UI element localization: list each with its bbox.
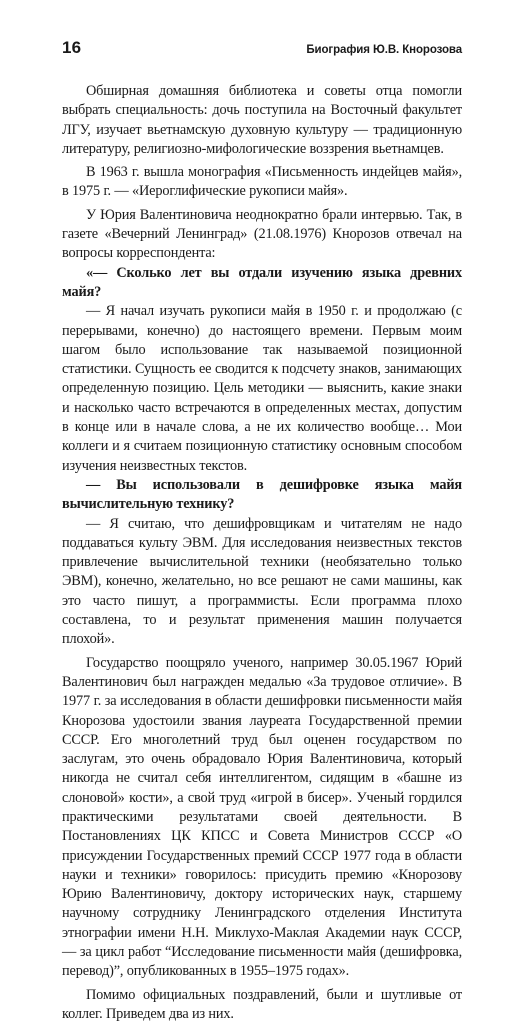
interview-answer-2: — Я считаю, что дешифровщикам и читателям не надо поддаваться культу ЭВМ. Для исследования неизвестных текстов привлечение вычислительной техники (необязательно только ЭВМ), конечно, желательно, но все решают не сами машины, как это часто пишут, а программисты. Если программа плохо составлена, то и результат применения машин получается плохой». xyxy=(62,515,462,648)
body-text xyxy=(62,82,462,1024)
page-number: 16 xyxy=(62,38,82,57)
paragraph-congratulations: Помимо официальных поздравлений, были и шутливые от коллег. Приведем два из них. xyxy=(62,986,462,1022)
book-page xyxy=(62,38,462,1024)
paragraph-interview-intro: У Юрия Валентиновича неоднократно брали интервью. Так, в газете «Вечерний Ленинград» (21.08.1976) Кнорозов отвечал на вопросы корреспондента: xyxy=(62,206,462,262)
paragraph-library: Обширная домашняя библиотека и советы отца помогли выбрать специальность: дочь поступила на Восточный факультет ЛГУ, изучает вьетнамскую духовную культуру — традиционную литературу, религиозно-мифологические воззрения вьетнамцев. xyxy=(62,83,462,157)
interview-question-2: — Вы использовали в дешифровке языка майя вычислительную технику? xyxy=(62,476,462,513)
running-head: Биография Ю.В. Кнорозова xyxy=(306,44,462,56)
interview-question-1: «— Сколько лет вы отдали изучению языка древних майя? xyxy=(62,264,462,300)
interview-answer-1: — Я начал изучать рукописи майя в 1950 г. и продолжаю (с перерывами, конечно) до настоящего времени. Первым моим шагом было использование так называемой позиционной статистики. Сущность ее сводится к подсчету знаков, занимающих определенную позицию. Цель методики — выяснить, какие знаки и насколько часто встречаются в определенных местах, допустим в конце или в начале слова, а не их количество вообще… Мои коллеги и я считаем позиционную статистику основным способом изучения неизвестных текстов. xyxy=(62,303,462,474)
paragraph-monographs: В 1963 г. вышла монография «Письменность индейцев майя», в 1975 г. — «Иероглифические рукописи майя». xyxy=(62,164,462,200)
page-header xyxy=(62,38,462,60)
paragraph-state-award: Государство поощряло ученого, например 30.05.1967 Юрий Валентинович был награжден медалью «За трудовое отличие». В 1977 г. за исследования в области дешифровки письменности майя Кнорозова удостоили звания лауреата Государственной премии СССР. Его многолетний труд был оценен государством по заслугам, это очень обрадовало Юрия Валентиновича, который никогда не считал себя интеллигентом, сидящим в «башне из слоновой» кости», а свой труд «игрой в бисер». Ученый гордился практическими результатами своей деятельности. В Постановлениях ЦК КПСС и Совета Министров СССР «О присуждении Государственных премий СССР 1977 года в области науки и техники» говорилось: присудить премию «Кнорозову Юрию Валентиновичу, доктору исторических наук, старшему научному сотруднику Ленинградского отделения Института этнографии имени Н.Н. Миклухо-Маклая Академии наук СССР, — за цикл работ “Исследование письменности майя (дешифровка, перевод)”, опубликованных в 1955–1975 годах». xyxy=(62,654,462,980)
